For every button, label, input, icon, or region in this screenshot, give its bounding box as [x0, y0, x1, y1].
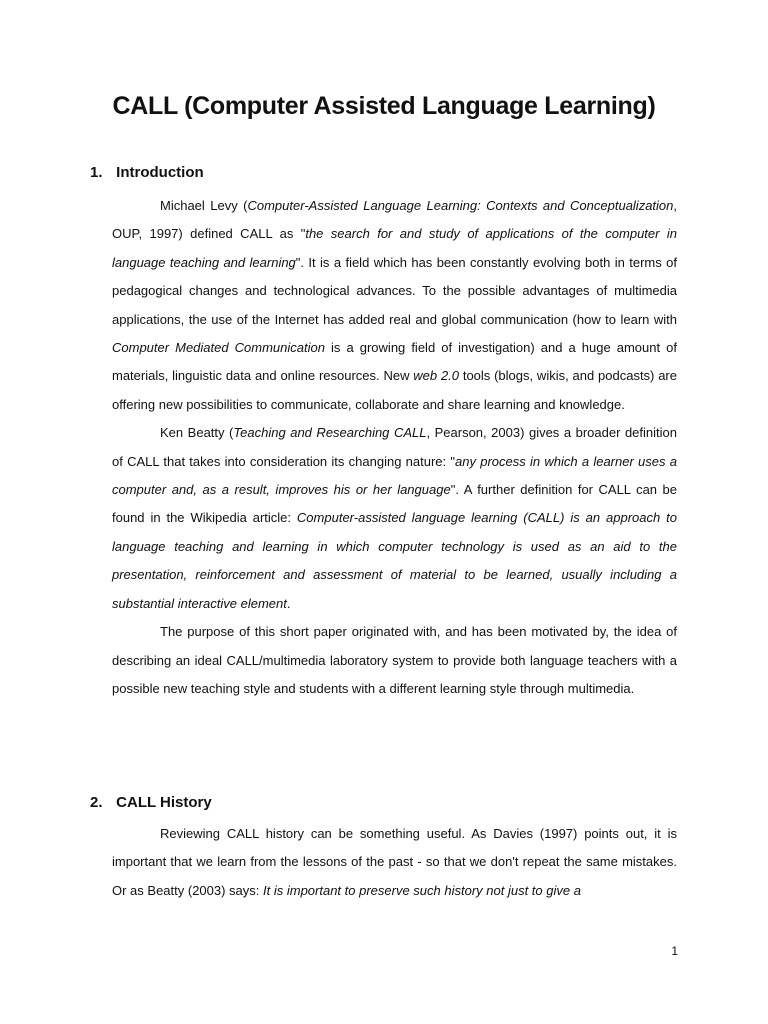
paragraph	[112, 419, 677, 618]
italic-text-run: It is important to preserve such history not just to give a	[263, 882, 581, 898]
text-run: Michael Levy (	[160, 198, 248, 213]
paragraph	[112, 192, 677, 419]
text-run: Reviewing CALL history can be something useful. As Davies (1997) points out, it is important that we learn from the lessons of the past - so that we don't repeat the same mistakes. Or as Beatty (2003) says:	[112, 826, 677, 898]
introduction-body	[112, 192, 677, 703]
text-run: tools (blogs, wikis, and podcasts) are offering new possibilities to communicate, collaborate and share learning and knowledge.	[112, 368, 677, 412]
call-history-body	[112, 820, 677, 905]
text-run: , Pearson, 2003) gives a broader definition of CALL that takes into consideration its changing nature: "	[112, 425, 677, 469]
section-heading-introduction	[90, 164, 204, 181]
section-number: 1.	[90, 164, 103, 181]
paragraph	[112, 820, 677, 905]
paragraph	[112, 618, 677, 703]
text-run: ". A further definition for CALL can be found in the Wikipedia article:	[112, 482, 678, 526]
italic-text-run: Computer-assisted language learning (CALL) is an approach to language teaching and learning in which computer technology is used as an aid to the presentation, reinforcement and assessment of material to be learned, usually including a substantial interactive element	[112, 510, 677, 611]
section-heading-call-history	[90, 794, 212, 811]
text-run: The purpose of this short paper originated with, and has been motivated by, the idea of describing an ideal CALL/multimedia laboratory system to provide both language teachers with a possible new teaching style and students with a different learning style through multimedia.	[112, 624, 677, 696]
italic-text-run: Computer-Assisted Language Learning: Contexts and Conceptualization	[247, 198, 674, 213]
section-number: 2.	[90, 794, 103, 811]
italic-text-run: web 2.0	[413, 368, 460, 384]
text-run: , OUP, 1997) defined CALL as "	[112, 198, 678, 242]
italic-text-run: any process in which a learner uses a computer and, as a result, improves his or her language	[112, 453, 677, 498]
text-run: .	[286, 595, 291, 611]
section-title: CALL History	[116, 794, 212, 811]
italic-text-run: Teaching and Researching CALL	[233, 425, 427, 441]
italic-text-run: Computer Mediated Communication	[112, 340, 325, 356]
page-number: 1	[671, 944, 678, 958]
section-title: Introduction	[116, 164, 204, 181]
italic-text-run: the search for and study of applications of the computer in language teaching and learning	[112, 226, 677, 270]
text-run: Ken Beatty (	[160, 425, 234, 441]
text-run: is a growing field of investigation) and a huge amount of materials, linguistic data and online resources. New	[112, 340, 677, 384]
text-run: ". It is a field which has been constantly evolving both in terms of pedagogical changes and technological advances. To the possible advantages of multimedia applications, the use of the Internet has added real and global communication (how to learn with	[112, 254, 677, 327]
document-title: CALL (Computer Assisted Language Learning)	[112, 92, 656, 120]
